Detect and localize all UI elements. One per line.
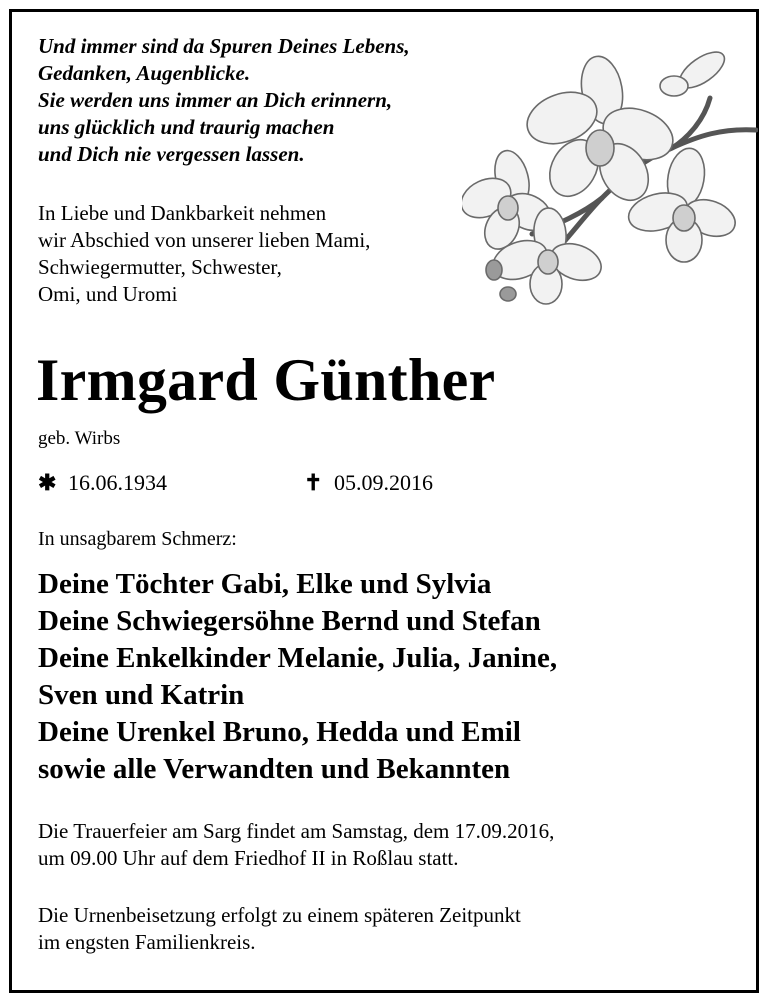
- urn-line: Die Urnenbeisetzung erfolgt zu einem späteren Zeitpunkt: [38, 903, 521, 927]
- poem-line: und Dich nie vergessen lassen.: [38, 142, 305, 166]
- intro-line: Omi, und Uromi: [38, 282, 178, 306]
- poem-line: Gedanken, Augenblicke.: [38, 61, 251, 85]
- orchid-icon: [462, 48, 758, 306]
- funeral-notice: [38, 818, 554, 872]
- death-date-group: [304, 470, 504, 496]
- ceremony-line: Die Trauerfeier am Sarg findet am Samstag, dem 17.09.2016,: [38, 819, 555, 843]
- birth-star-icon: ✱: [38, 470, 57, 495]
- mourner-line: Deine Urenkel Bruno, Hedda und Emil: [38, 716, 521, 748]
- poem-line: uns glücklich und traurig machen: [38, 115, 335, 139]
- farewell-intro: [38, 200, 370, 308]
- orchid-flower: [520, 53, 680, 209]
- birth-date-group: [38, 470, 298, 496]
- death-date: 05.09.2016: [334, 470, 433, 495]
- cross-icon: ✝: [304, 470, 323, 495]
- urn-notice: [38, 902, 521, 956]
- birth-date: 16.06.1934: [68, 470, 167, 495]
- intro-line: Schwiegermutter, Schwester,: [38, 255, 282, 279]
- mourner-line: Deine Töchter Gabi, Elke und Sylvia: [38, 568, 492, 600]
- mourner-line: Sven und Katrin: [38, 679, 245, 711]
- poem-line: Sie werden uns immer an Dich erinnern,: [38, 88, 393, 112]
- mourner-line: Deine Enkelkinder Melanie, Julia, Janine,: [38, 642, 558, 674]
- poem: [38, 33, 410, 168]
- intro-line: wir Abschied von unserer lieben Mami,: [38, 228, 371, 252]
- mourner-line: sowie alle Verwandten und Bekannten: [38, 753, 511, 785]
- deceased-name: Irmgard Günther: [36, 347, 496, 413]
- mourners-intro: In unsagbarem Schmerz:: [38, 528, 237, 550]
- birth-name: geb. Wirbs: [38, 428, 121, 449]
- mourners-list: [38, 566, 557, 788]
- intro-line: In Liebe und Dankbarkeit nehmen: [38, 201, 327, 225]
- ceremony-line: um 09.00 Uhr auf dem Friedhof II in Roßlau statt.: [38, 846, 459, 870]
- mourner-line: Deine Schwiegersöhne Bernd und Stefan: [38, 605, 541, 637]
- urn-line: im engsten Familienkreis.: [38, 930, 256, 954]
- poem-line: Und immer sind da Spuren Deines Lebens,: [38, 34, 410, 58]
